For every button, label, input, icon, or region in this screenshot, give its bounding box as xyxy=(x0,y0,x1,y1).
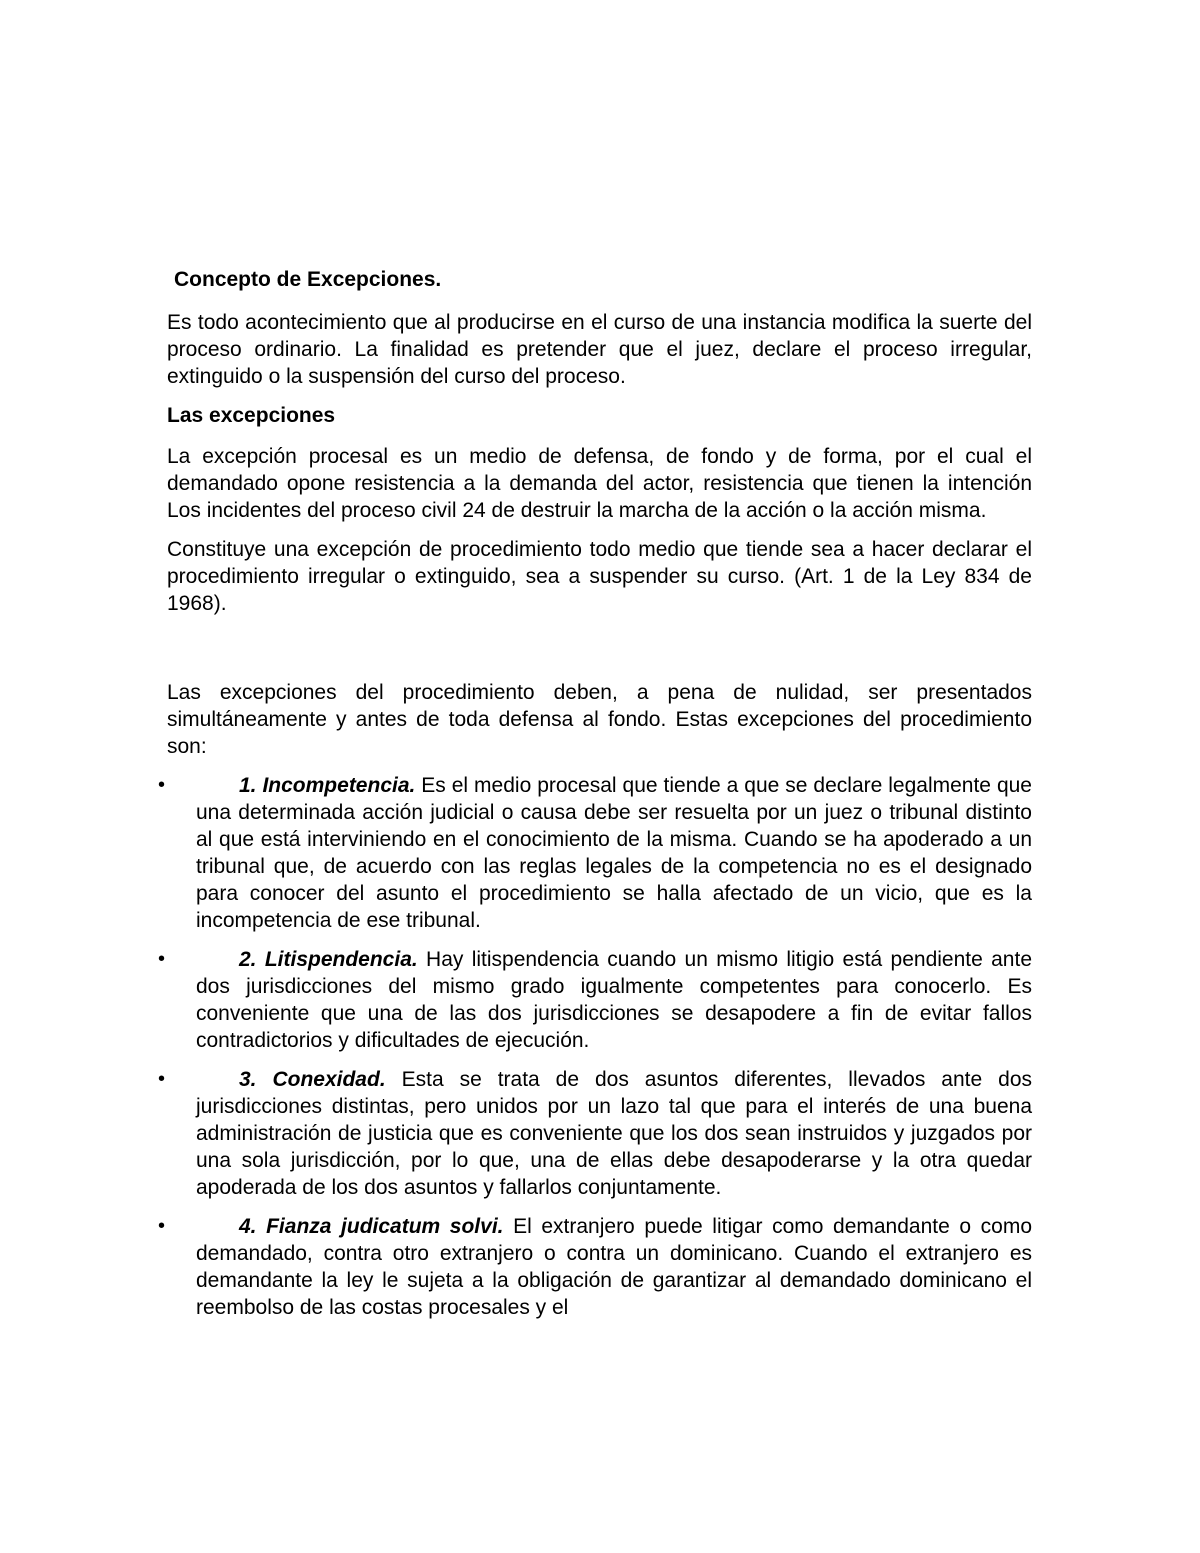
bullet-icon: • xyxy=(158,1215,166,1237)
blank-spacer xyxy=(167,629,1032,679)
document-page xyxy=(158,266,1033,1333)
section-heading: Las excepciones xyxy=(167,404,336,427)
item-text: Esta se trata de dos asuntos diferentes, llevados ante dos jurisdicciones distintas, pero unidos por un lazo tal que para el interés de una buena administración de justicia que es conveniente que los dos sean instruidos y juzgados por una sola jurisdicción, por lo que, una de ellas debe desapoderarse y la otra quedar apoderada de los dos asuntos y fallarlos conjuntamente. xyxy=(196,1068,1032,1199)
exceptions-list xyxy=(158,772,1033,1321)
paragraph-definition: La excepción procesal es un medio de defensa, de fondo y de forma, por el cual el demandado opone resistencia a la demanda del actor, resistencia que tienen la intención Los incidentes del proceso civil 24 de destruir la marcha de la acción o la acción misma. xyxy=(167,445,1032,522)
item-title: 1. Incompetencia. xyxy=(239,774,416,797)
paragraph-article-reference: Constituye una excepción de procedimiento todo medio que tiende sea a hacer declarar el procedimiento irregular o extinguido, sea a suspender su curso. (Art. 1 de la Ley 834 de 1968). xyxy=(167,538,1032,615)
list-item-fianza xyxy=(158,1213,1032,1321)
item-title: 3. Conexidad. xyxy=(239,1068,386,1091)
list-item-incompetencia xyxy=(158,772,1032,934)
item-title: 4. Fianza judicatum solvi. xyxy=(239,1215,504,1238)
bullet-icon: • xyxy=(158,1068,166,1090)
document-title: Concepto de Excepciones. xyxy=(174,268,442,291)
item-text: Es el medio procesal que tiende a que se declare legalmente que una determinada acción judicial o causa debe ser resuelta por un juez o tribunal distinto al que está interviniendo en el conocimiento de la misma. Cuando se ha apoderado a un tribunal que, de acuerdo con las reglas legales de la competencia no es el designado para conocer del asunto el procedimiento se halla afectado de un vicio, que es la incompetencia de ese tribunal. xyxy=(196,774,1032,932)
list-item-conexidad xyxy=(158,1066,1032,1201)
bullet-icon: • xyxy=(158,948,166,970)
item-text: Hay litispendencia cuando un mismo litigio está pendiente ante dos jurisdicciones del mismo grado igualmente competentes para conocerlo. Es conveniente que una de las dos jurisdicciones se desapodere a fin de evitar fallos contradictorios y dificultades de ejecución. xyxy=(196,948,1033,1052)
list-item-litispendencia xyxy=(158,946,1033,1054)
item-text: El extranjero puede litigar como demandante o como demandado, contra otro extranjero o contra un dominicano. Cuando el extranjero es demandante la ley le sujeta a la obligación de garantizar al demandado dominicano el reembolso de las costas procesales y el xyxy=(196,1215,1032,1319)
item-title: 2. Litispendencia. xyxy=(239,948,418,971)
intro-paragraph: Es todo acontecimiento que al producirse en el curso de una instancia modifica la suerte del proceso ordinario. La finalidad es pretender que el juez, declare el proceso irregular, extinguido o la suspensión del curso del proceso. xyxy=(167,311,1032,388)
paragraph-list-intro: Las excepciones del procedimiento deben, a pena de nulidad, ser presentados simultáneamente y antes de toda defensa al fondo. Estas excepciones del procedimiento son: xyxy=(167,681,1032,758)
bullet-icon: • xyxy=(158,774,166,796)
